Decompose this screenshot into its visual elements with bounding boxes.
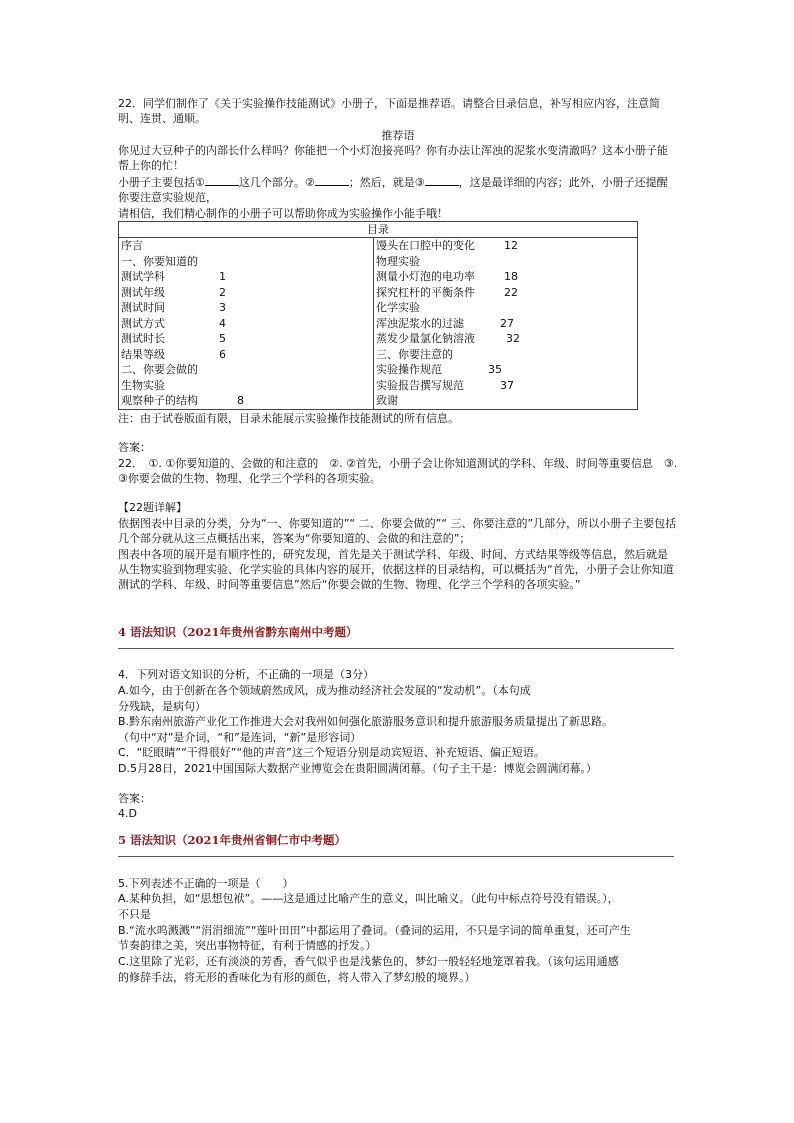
q5-question: 5.下列表述不正确的一项是（ ） [118,877,294,890]
explain-title: 【22题详解】 [118,501,187,514]
toc-note: 注：由于试卷版面有限，目录未能展示实验操作技能测试的所有信息。 [118,412,459,425]
toc-entry-title: 馒头在口腔中的变化 [376,239,475,252]
toc-entry-title: 物理实验 [376,254,420,268]
toc-entry [376,362,635,378]
toc-entry [121,300,371,316]
explain-paragraph-1: 依据图表中目录的分类，分为“一、你要知道的”“ 二、你要会做的”“ 三、你要注意的”几部分，所以小册子主要包括几个部分就从这三点概括出来，答案为“你要知道的、会做的和注意的”； [118,517,677,545]
toc-entry-title: 结果等级 [121,347,165,361]
toc-entry-page: 2 [219,285,226,299]
toc-entry [121,362,371,378]
toc-entry-title: 观察种子的结构 [121,394,198,407]
rec-p2-part-b: 这几个部分。② [238,176,315,189]
section-5-rule [118,856,674,857]
q4-option-b-line-1: B.黔东南州旅游产业化工作推进大会对我州如何强化旅游服务意识和提升旅游服务质量提出了新思路。 [118,715,614,728]
section-4-rule [118,648,674,649]
toc-entry-title: 测量小灯泡的电功率 [376,270,475,283]
q4-option-a-line-2: 分残缺，是病句） [118,700,206,713]
toc-entry-title: 测试方式 [121,316,165,330]
toc-entry-page: 8 [237,394,244,407]
q22-answer-label: 答案： [118,441,151,454]
toc-entry-title: 测试学科 [121,270,165,283]
toc-entry-title: 二、你要会做的 [121,363,198,376]
toc-entry-title: 序言 [121,239,143,252]
toc-entry-page: 37 [500,378,514,392]
toc-entry [376,269,635,285]
toc-entry [376,254,635,270]
toc-entry [121,316,371,332]
toc-entry [121,378,371,394]
toc-entry-title: 实验报告撰写规范 [376,378,464,392]
toc-entry-page: 4 [219,316,226,330]
q22-answer-text: 22． ①. ①你要知道的、会做的和注意的 ②. ②首先，小册子会让你知道测试的学科、年级、时间等重要信息 ③. ③你要会做的生物、物理、化学三个学科的各项实验。 [118,457,678,485]
toc-entry [121,393,371,409]
rec-paragraph-2 [118,175,678,205]
toc-entry-page: 1 [219,270,226,283]
toc-entry [121,285,371,301]
q5-option-c-line-1: C.这里除了光彩，还有淡淡的芳香，香气似乎也是浅紫色的，梦幻一般轻轻地笼罩着我。（该句运用通感 [118,955,619,968]
toc-entry-page: 32 [506,332,520,345]
section-5-tag: 5 语法知识（2021年贵州省铜仁市中考题） [118,833,347,847]
q4-option-b-line-2: （句中“对”是介词，“和”是连词，“新”是形容词） [118,731,362,744]
toc-entry [121,331,371,347]
rec-p2-part-a: 小册子主要包括① [118,176,205,189]
toc-entry [376,316,635,332]
rec-p2-part-c: ；然后，就是③ [348,176,425,189]
q5-option-c-line-2: 的修辞手法，将无形的香味化为有形的颜色，将人带入了梦幻般的境界。） [118,971,476,984]
q4-question: 4．下列对语文知识的分析，不正确的一项是（3分） [118,668,374,681]
rec-paragraph-3: 请相信，我们精心制作的小册子可以帮助你成为实验操作小能手哦！ [118,207,448,220]
toc-table [118,221,638,410]
toc-entry-page: 27 [500,316,514,330]
q4-option-d: D.5月28日，2021中国国际大数据产业博览会在贵阳圆满闭幕。（句子主干是：博览会圆满闭幕。） [118,762,597,775]
rec-paragraph-1: 你见过大豆种子的内部长什么样吗？你能把一个小灯泡接亮吗？你有办法让浑浊的泥浆水变清澈吗？这本小册子能帮上你的忙！ [118,144,668,172]
blank-1[interactable] [205,175,239,186]
toc-entry-page: 18 [504,270,518,283]
toc-entry-title: 测试时间 [121,301,165,314]
toc-right-column [374,238,638,410]
toc-entry-title: 探究杠杆的平衡条件 [376,285,475,299]
toc-entry-title: 生物实验 [121,378,165,392]
toc-entry [376,331,635,347]
toc-entry [121,238,371,254]
toc-entry-title: 三、你要注意的 [376,347,453,361]
q4-option-a-line-1: A.如今，由于创新在各个领域蔚然成风，成为推动经济社会发展的“发动机”。（本句成 [118,684,531,697]
toc-entry [121,269,371,285]
q5-option-b-line-2: 节奏韵律之美，突出事物特征，有利于情感的抒发。） [118,939,377,952]
toc-entry [376,378,635,394]
toc-entry-page: 3 [219,301,226,314]
q5-option-a-line-1: A.某种负担，如“思想包袱”。——这是通过比喻产生的意义，叫比喻义。（此句中标点符号没有错误。）， [118,892,619,905]
toc-entry-page: 6 [219,347,226,361]
toc-left-column [119,238,374,410]
toc-entry [376,347,635,363]
q4-answer-label: 答案： [118,792,151,805]
toc-entry [376,285,635,301]
rec-p2-part-d: ，这是最详细的内容；此外，小册子还提醒你要注意实验规范， [118,176,668,204]
blank-3[interactable] [425,175,459,186]
toc-entry [376,300,635,316]
q4-answer: 4.D [118,807,137,820]
toc-entry-title: 测试年级 [121,285,165,299]
toc-entry [376,238,635,254]
toc-entry-title: 测试时长 [121,332,165,345]
toc-entry-title: 化学实验 [376,301,420,314]
toc-entry [376,393,635,409]
toc-entry [121,254,371,270]
explain-paragraph-2: 图表中各项的展开是有顺序性的，研究发现，首先是关于测试学科、年级、时间、方式结果等级等信息，然后就是从生物实验到物理实验、化学实验的具体内容的展开，依据这样的目录结构，可以概括为“首先，小册子会让你知道测试的学科、年级、时间等重要信息”然后“你要会做的生物、物理、化学三个学科的各项实验。” [118,548,674,591]
toc-entry-page: 12 [504,239,518,252]
rec-title: 推荐语 [381,129,415,142]
toc-entry-page: 5 [219,332,226,345]
q5-option-b-line-1: B.“流水呜溅溅”“涓涓细流”“莲叶田田”中都运用了叠词。（叠词的运用，不只是字词的简单重复，还可产生 [118,924,631,937]
toc-entry-page: 22 [504,285,518,299]
blank-2[interactable] [315,175,349,186]
section-4-tag: 4 语法知识（2021年贵州省黔东南州中考题） [118,625,358,639]
toc-entry-title: 浑浊泥浆水的过滤 [376,316,464,330]
toc-entry [121,347,371,363]
q22-prompt: 22．同学们制作了《关于实验操作技能测试》小册子，下面是推荐语。请整合目录信息，补写相应内容，注意简明、连贯、通顺。 [118,97,660,125]
toc-entry-title: 实验操作规范 [376,363,442,376]
toc-table-wrap [118,221,638,410]
q4-option-c: C．“眨眼睛”“干得很好”“他的声音”这三个短语分别是动宾短语、补充短语、偏正短语。 [118,746,545,759]
toc-header: 目录 [119,222,638,238]
q5-option-a-line-2: 不只是 [118,908,151,921]
toc-entry-page: 35 [488,363,502,376]
toc-entry-title: 致谢 [376,394,398,407]
toc-entry-title: 一、你要知道的 [121,254,198,268]
toc-entry-title: 蒸发少量氯化钠溶液 [376,332,475,345]
